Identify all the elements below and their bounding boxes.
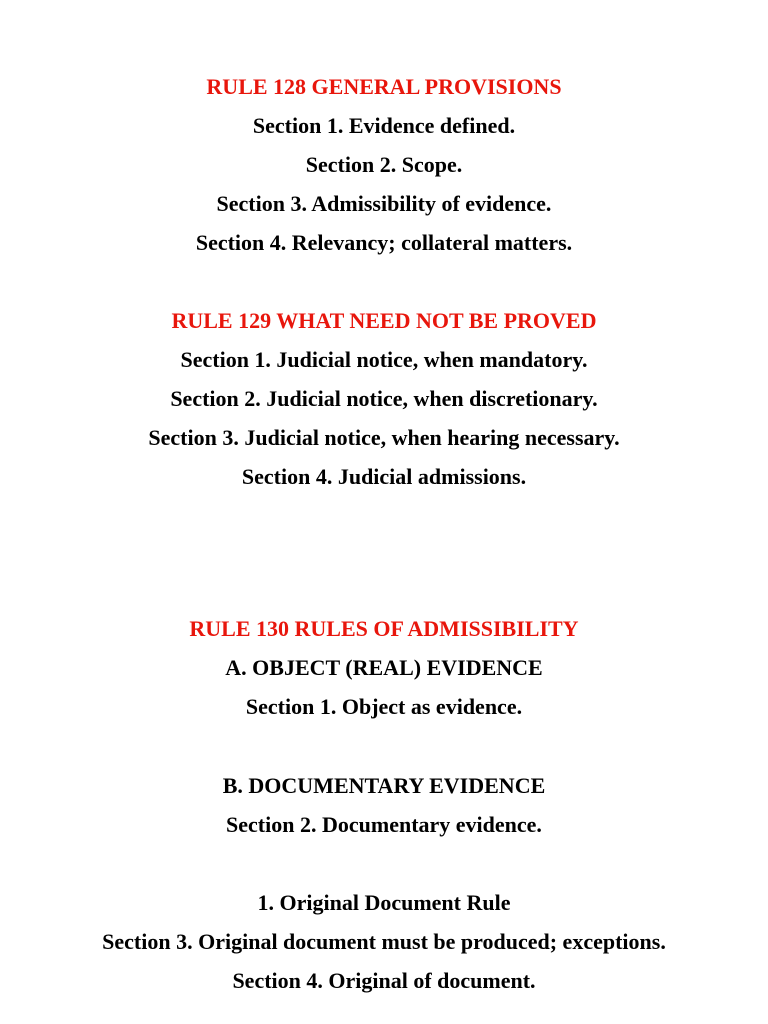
rule-128-heading: RULE 128 GENERAL PROVISIONS [206, 74, 562, 99]
rule-128-section-1: Section 1. Evidence defined. [252, 113, 516, 138]
rule-130-heading: RULE 130 RULES OF ADMISSIBILITY [189, 616, 579, 641]
rule-130-section-2: Section 2. Documentary evidence. [226, 812, 542, 837]
rule-130-subpart-1-title: 1. Original Document Rule [257, 890, 511, 915]
rule-128-section-2: Section 2. Scope. [305, 152, 463, 177]
rule-130-section-3: Section 3. Original document must be produced; exceptions. [102, 929, 666, 954]
rule-128-section-3: Section 3. Admissibility of evidence. [216, 191, 552, 216]
rule-129-heading: RULE 129 WHAT NEED NOT BE PROVED [171, 308, 597, 333]
rule-130-section-4: Section 4. Original of document. [232, 968, 536, 993]
rule-130-part-b-title: B. DOCUMENTARY EVIDENCE [222, 773, 546, 798]
rule-128-section-4: Section 4. Relevancy; collateral matters. [195, 230, 573, 255]
rule-129-section-1: Section 1. Judicial notice, when mandatory. [180, 347, 588, 372]
rule-129-section-2: Section 2. Judicial notice, when discretionary. [170, 386, 598, 411]
rule-130-part-a-title: A. OBJECT (REAL) EVIDENCE [225, 655, 543, 680]
rule-130-section-1: Section 1. Object as evidence. [245, 694, 523, 719]
rule-129-section-3: Section 3. Judicial notice, when hearing necessary. [148, 425, 620, 450]
rule-129-section-4: Section 4. Judicial admissions. [241, 464, 527, 489]
